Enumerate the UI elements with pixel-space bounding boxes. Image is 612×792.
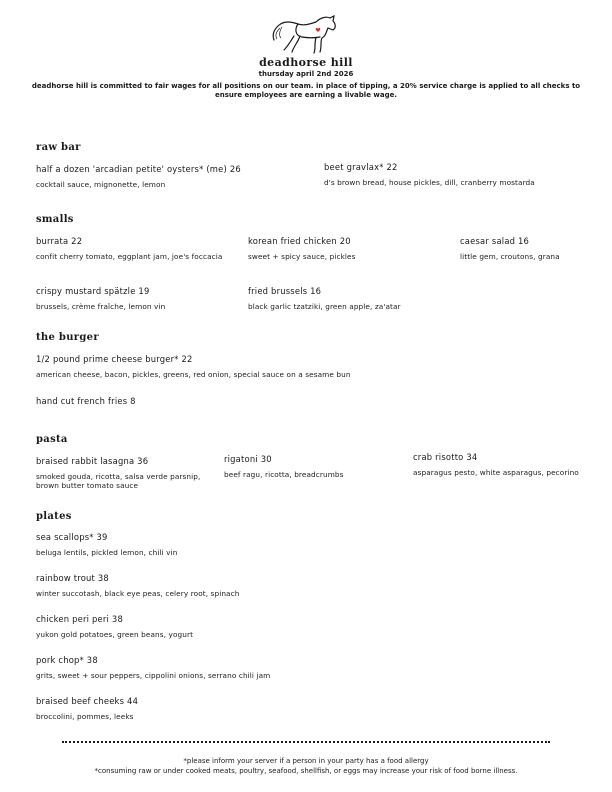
consumption-warning: *consuming raw or under cooked meats, poultry, seafood, shellfish, or eggs may increase your risk of food borne illness. <box>94 767 518 775</box>
section-title-raw-bar: raw bar <box>36 142 81 153</box>
menu-item-desc: asparagus pesto, white asparagus, pecorino <box>413 468 579 477</box>
allergy-note: *please inform your server if a person in your party has a food allergy <box>183 757 429 765</box>
menu-item-name: 1/2 pound prime cheese burger* 22 <box>36 354 193 364</box>
menu-item-name: fried brussels 16 <box>248 286 322 296</box>
menu-item-desc: beluga lentils, pickled lemon, chili vin <box>36 548 178 557</box>
menu-item-desc: sweet + spicy sauce, pickles <box>248 252 356 261</box>
section-title-plates: plates <box>36 511 72 522</box>
menu-item-name: rainbow trout 38 <box>36 573 109 583</box>
menu-item-desc: black garlic tzatziki, green apple, za'atar <box>248 302 401 311</box>
menu-item-name: half a dozen 'arcadian petite' oysters* (me) 26 <box>36 164 241 174</box>
menu-item-desc: broccolini, pommes, leeks <box>36 712 134 721</box>
menu-item-desc: d's brown bread, house pickles, dill, cranberry mostarda <box>324 178 535 187</box>
section-title-smalls: smalls <box>36 214 74 225</box>
menu-item-name: crab risotto 34 <box>413 452 478 462</box>
section-title-burger: the burger <box>36 332 99 343</box>
menu-date: thursday april 2nd 2026 <box>258 70 354 78</box>
menu-item-name: sea scallops* 39 <box>36 532 108 542</box>
horse-logo-icon <box>270 12 342 56</box>
menu-item-name: chicken peri peri 38 <box>36 614 123 624</box>
dotted-divider <box>62 741 550 743</box>
menu-item-name: korean fried chicken 20 <box>248 236 351 246</box>
menu-item-desc: american cheese, bacon, pickles, greens, red onion, special sauce on a sesame bun <box>36 370 351 379</box>
wage-statement: deadhorse hill is committed to fair wages for all positions on our team. in place of tipping, a 20% service charge is applied to all checks to ensure employees are earning a livable wage. <box>31 82 581 99</box>
menu-item-name: beet gravlax* 22 <box>324 162 398 172</box>
menu-item-desc: yukon gold potatoes, green beans, yogurt <box>36 630 194 639</box>
menu-item-name: hand cut french fries 8 <box>36 396 136 406</box>
menu-item-desc: smoked gouda, ricotta, salsa verde parsnip, brown butter tomato sauce <box>36 472 201 490</box>
menu-item-desc: little gem, croutons, grana <box>460 252 560 261</box>
menu-item-desc: grits, sweet + sour peppers, cippolini onions, serrano chili jam <box>36 671 271 680</box>
heart-icon <box>316 28 321 32</box>
menu-item-name: crispy mustard spätzle 19 <box>36 286 150 296</box>
section-title-pasta: pasta <box>36 434 68 445</box>
menu-item-desc: winter succotash, black eye peas, celery root, spinach <box>36 589 240 598</box>
menu-item-name: rigatoni 30 <box>224 454 272 464</box>
menu-item-desc: cocktail sauce, mignonette, lemon <box>36 180 166 189</box>
menu-item-desc: brussels, crème fraîche, lemon vin <box>36 302 166 311</box>
menu-item-name: pork chop* 38 <box>36 655 98 665</box>
menu-item-name: braised rabbit lasagna 36 <box>36 456 149 466</box>
restaurant-name: deadhorse hill <box>259 56 353 69</box>
menu-item-desc: confit cherry tomato, eggplant jam, joe's foccacia <box>36 252 223 261</box>
menu-item-name: braised beef cheeks 44 <box>36 696 139 706</box>
menu-item-desc: beef ragu, ricotta, breadcrumbs <box>224 470 344 479</box>
menu-item-name: caesar salad 16 <box>460 236 530 246</box>
menu-item-name: burrata 22 <box>36 236 83 246</box>
